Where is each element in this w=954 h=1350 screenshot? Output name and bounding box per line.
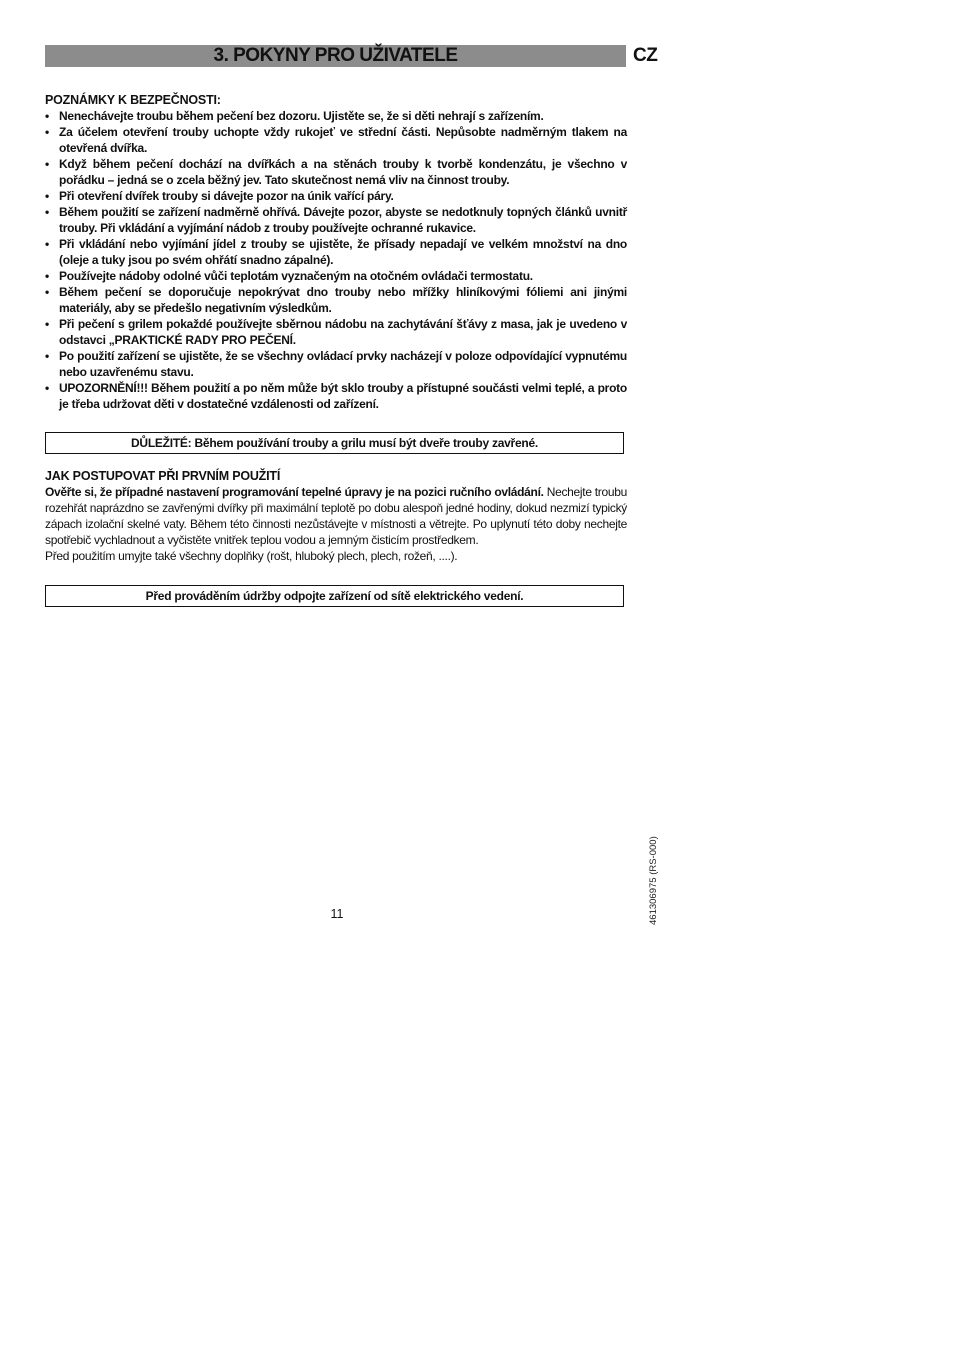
safety-list bbox=[45, 108, 627, 412]
list-item: • Během použití se zařízení nadměrně ohřívá. Dávejte pozor, abyste se nedotknuly topných článků uvnitř trouby. Při vkládání a vyjímání nádob z trouby používejte ochranné rukavice. bbox=[45, 205, 627, 235]
list-item: • Za účelem otevření trouby uchopte vždy rukojeť ve střední části. Nepůsobte nadměrným tlakem na otevřená dvířka. bbox=[45, 125, 627, 155]
bullet-icon: • bbox=[45, 237, 49, 251]
first-use-text: Nechejte troubu rozehřát naprázdno se zavřenými dvířky při maximální teplotě po dobu alespoň jedné hodiny, dokud nezmizí typický zápach izolační skelné vaty. Během této činnosti nezůstávejte v místnosti a větrejte. Po uplynutí této doby nechejte spotřebič vychladnout a vyčistěte vnitřek teplou vodou a jemným čisticím prostředkem. bbox=[45, 485, 627, 547]
bullet-icon: • bbox=[45, 205, 49, 219]
important-notice-box: DŮLEŽITÉ: Během používání trouby a grilu musí být dveře trouby zavřené. bbox=[45, 432, 624, 454]
list-item: • Po použití zařízení se ujistěte, že se všechny ovládací prvky nacházejí v poloze odpovídající vypnutému nebo uzavřenému stavu. bbox=[45, 349, 627, 379]
bullet-icon: • bbox=[45, 189, 49, 203]
first-use-bold-intro: Ověřte si, že případné nastavení programování tepelné úpravy je na pozici ručního ovládání. bbox=[45, 485, 544, 499]
bullet-icon: • bbox=[45, 317, 49, 331]
safety-heading: POZNÁMKY K BEZPEČNOSTI: bbox=[45, 93, 221, 107]
bullet-icon: • bbox=[45, 381, 49, 395]
list-item: • Když během pečení dochází na dvířkách a na stěnách trouby k tvorbě kondenzátu, je všechno v pořádku – jedná se o zcela běžný jev. Tato skutečnost nemá vliv na činnost trouby. bbox=[45, 157, 627, 187]
list-item: • Nenechávejte troubu během pečení bez dozoru. Ujistěte se, že si děti nehrají s zařízením. bbox=[45, 109, 544, 123]
language-code: CZ bbox=[633, 45, 658, 66]
page-number: 11 bbox=[330, 907, 344, 921]
bullet-icon: • bbox=[45, 349, 49, 363]
list-item: • Při otevření dvířek trouby si dávejte pozor na únik vařící páry. bbox=[45, 189, 394, 203]
bullet-icon: • bbox=[45, 285, 49, 299]
list-item: • Při pečení s grilem pokaždé používejte sběrnou nádobu na zachytávání šťávy z masa, jak je uvedeno v odstavci „PRAKTICKÉ RADY PRO PEČENÍ. bbox=[45, 317, 627, 347]
first-use-paragraph-2: Před použitím umyjte také všechny doplňky (rošt, hluboký plech, plech, rožeň, ....). bbox=[45, 549, 458, 563]
section-title: 3. POKYNY PRO UŽIVATELE bbox=[213, 45, 458, 66]
bullet-icon: • bbox=[45, 157, 49, 171]
list-item: • Používejte nádoby odolné vůči teplotám vyznačeným na otočném ovládači termostatu. bbox=[45, 269, 533, 283]
list-item: • Při vkládání nebo vyjímání jídel z trouby se ujistěte, že přísady nepadají ve velkém množství na dno (oleje a tuky jsou po svém ohřátí snadno zápalné). bbox=[45, 237, 627, 267]
maintenance-notice-box: Před prováděním údržby odpojte zařízení od sítě elektrického vedení. bbox=[45, 585, 624, 607]
bullet-icon: • bbox=[45, 125, 49, 139]
first-use-heading: JAK POSTUPOVAT PŘI PRVNÍM POUŽITÍ bbox=[45, 469, 281, 483]
page-content bbox=[45, 92, 627, 607]
bullet-icon: • bbox=[45, 269, 49, 283]
first-use-paragraph bbox=[45, 484, 627, 548]
document-code: 461306975 (RS-000) bbox=[648, 836, 659, 925]
list-item: • UPOZORNĚNÍ!!! Během použití a po něm může být sklo trouby a přístupné součásti velmi teplé, a proto je třeba udržovat děti v dostatečné vzdálenosti od zařízení. bbox=[45, 381, 627, 411]
bullet-icon: • bbox=[45, 109, 49, 123]
section-header-bar bbox=[45, 45, 626, 67]
list-item: • Během pečení se doporučuje nepokrývat dno trouby nebo mřížky hliníkovými fóliemi ani jinými materiály, aby se předešlo negativním výsledkům. bbox=[45, 285, 627, 315]
